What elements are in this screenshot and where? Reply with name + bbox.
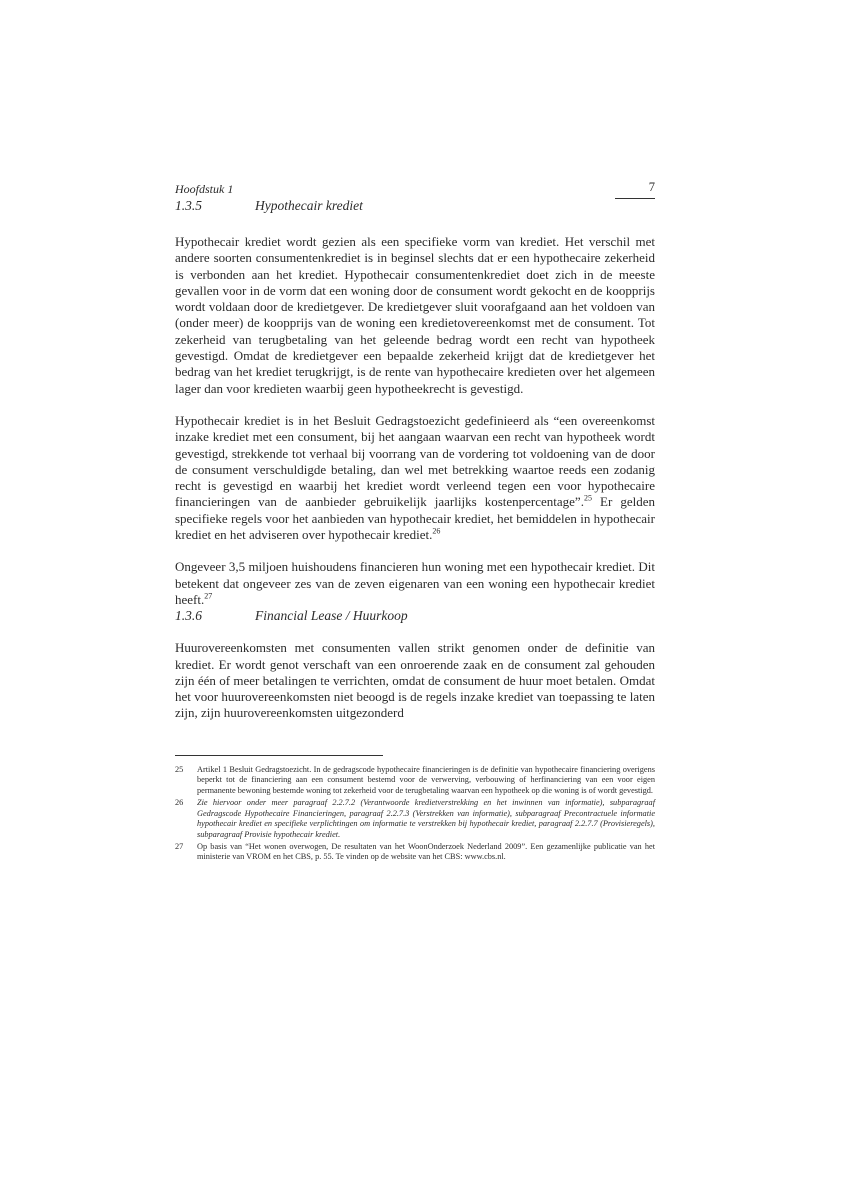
footnote-number: 27 — [175, 841, 184, 851]
book-page — [175, 176, 655, 864]
footnote-text: Artikel 1 Besluit Gedragstoezicht. In de gedragscode hypothecaire financieringen is de definitie van hypothecaire financiering overigens beperkt tot de financiering aan een consument bestemd voor de verwerving, verbouwing of herfinanciering van een voor eigen permanente bewoning bestemde woning tot zekerheid voor de terugbetaling waarvan een hypotheek op die woning is of wordt gevestigd. — [197, 764, 655, 796]
page-number: 7 — [648, 180, 655, 194]
paragraph — [175, 413, 655, 543]
paragraph: Hypothecair krediet wordt gezien als een specifieke vorm van krediet. Het verschil met andere soorten consumentenkrediet is in beginsel slechts dat er een hypothecaire zekerheid is verbonden aan het krediet. Hypothecair consumentenkrediet doet zich in de meeste gevallen voor in de vorm dat een woning door de consument wordt gekocht en de koopprijs wordt voldaan door de kredietgever. De kredietgever sluit voorafgaand aan het voldoen van (onder meer) de koopprijs van de woning een kredietovereenkomst met de consument. Tot zekerheid van terugbetaling van het geleende bedrag wordt een recht van hypotheek gevestigd. Omdat de kredietgever een bepaalde zekerheid krijgt dat de kredietgever het bedrag van het krediet terugkrijgt, is de rente van hypothecaire kredieten over het algemeen lager dan voor kredieten waarbij geen hypotheekrecht is gevestigd. — [175, 234, 655, 396]
footnote-number: 25 — [175, 764, 184, 774]
page-number-rule — [615, 198, 655, 199]
footnote-ref: 27 — [204, 591, 213, 601]
section-heading-1-3-5 — [175, 198, 655, 214]
footnote — [175, 765, 655, 797]
section-title: Hypothecair krediet — [255, 198, 363, 213]
rules-text: Er gelden specifieke regels voor het aanbieden van hypothecair krediet, het bemiddelen in hypothecair krediet en het adviseren over hypothecair krediet. — [175, 494, 655, 543]
footnote-ref: 25 — [583, 494, 592, 504]
paragraph — [175, 559, 655, 608]
section-title: Financial Lease / Huurkoop — [255, 608, 408, 624]
footnote-text: Op basis van “Het wonen overwogen, De resultaten van het WoonOnderzoek Nederland 2009”. Een gezamenlijke publicatie van het ministerie van VROM en het CBS, p. 55. Te vinden op de website van het CBS: www.cbs.nl. — [197, 841, 655, 862]
footnote — [175, 798, 655, 841]
footnotes — [175, 765, 655, 863]
footnote-ref: 26 — [432, 526, 441, 536]
chapter-label: Hoofdstuk 1 — [175, 182, 234, 196]
section-heading-1-3-6 — [175, 608, 655, 624]
footnote — [175, 842, 655, 863]
footnote-separator — [175, 755, 383, 756]
definition-text: Hypothecair krediet is in het Besluit Gedragstoezicht gedefinieerd als “een overeenkomst inzake krediet met een consument, bij het aangaan waarvan een recht van hypotheek wordt gevestigd, strekkende tot verhaal bij voorrang van de vordering tot voldoening van de door de consument verschuldigde betaling, dan wel met betrekking waartoe reeds een zodanig recht is gevestigd en waarbij het krediet wordt verleend tegen een voor hypothecaire financieringen van de aanbieder gebruikelijk jaarlijks kostenpercentage”. — [175, 412, 655, 510]
footnote-text: Zie hiervoor onder meer paragraaf 2.2.7.2 (Verantwoorde kredietverstrekking en het inwinnen van informatie), subparagraaf Gedragscode Hypothecaire Financieringen, paragraaf 2.2.7.3 (Verstrekken van informatie), subparagraaf Precontractuele informatie hypothecair krediet en specifieke verplichtingen om informatie te verstrekken bij hypothecair krediet, paragraaf 2.2.7.7 (Provisieregels), subparagraaf Provisie hypothecair krediet. — [197, 797, 655, 839]
section-number: 1.3.6 — [175, 608, 202, 624]
running-head — [175, 176, 655, 198]
section-number: 1.3.5 — [175, 198, 202, 213]
footnote-number: 26 — [175, 797, 184, 807]
households-text: Ongeveer 3,5 miljoen huishoudens financieren hun woning met een hypothecair krediet. Dit betekent dat ongeveer zes van de zeven eigenaren van een woning een hypothecair krediet heeft. — [175, 559, 655, 607]
paragraph: Huurovereenkomsten met consumenten vallen strikt genomen onder de definitie van krediet. Er wordt genot verschaft van een onroerende zaak en de consument zal gehouden zijn één of meer betalingen te verrichten, omdat de consument de huur moet betalen. Omdat het voor huurovereenkomsten niet beoogd is de regels inzake krediet van toepassing te laten zijn, zijn huurovereenkomsten uitgezonderd — [175, 640, 655, 721]
